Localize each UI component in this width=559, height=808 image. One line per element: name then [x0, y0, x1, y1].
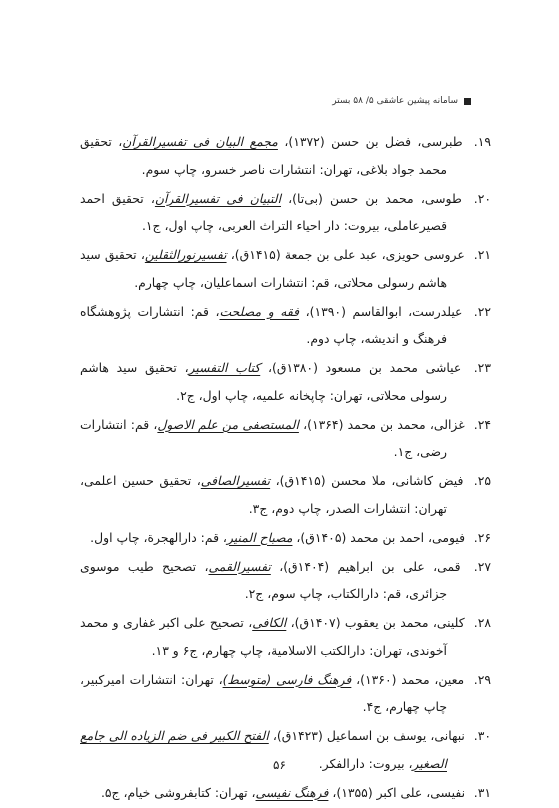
entry-author-year: طبرسی، فضل بن حسن (۱۳۷۲)، — [277, 134, 469, 149]
running-header-text: سامانه پیشین عاشقی ۵/ ۵۸ بستر — [332, 96, 458, 106]
bibliography-entry: ۲۱. عروسی حویزی، عبد علی بن جمعة (۱۴۱۵ق)، تفسیرنورالثقلین، تحقیق سید هاشم رسولی محلاتی، قم: انتشارات اسماعلیان، چاپ چهارم. — [80, 247, 491, 290]
bibliography-entry: ۲۵. فیض کاشانی، ملا محسن (۱۴۱۵ق)، تفسیرالصافی، تحقیق حسین اعلمی، تهران: انتشارات الصدر، چاپ دوم، ج۳. — [80, 473, 491, 516]
entry-title: فرهنگ فارسی (متوسط) — [222, 671, 352, 687]
entry-publication: ، تحقیق حسین اعلمی، تهران: انتشارات الصدر، چاپ دوم، ج۳. — [80, 473, 447, 516]
entry-title: کتاب التفسیر — [188, 360, 261, 375]
entry-author-year: فیض کاشانی، ملا محسن (۱۴۱۵ق)، — [270, 473, 469, 488]
entry-author-year: قمی، علی بن ابراهیم (۱۴۰۴ق)، — [270, 558, 470, 574]
header-square-icon — [464, 98, 471, 105]
bibliography-list — [80, 128, 492, 808]
entry-publication: ، تصحیح علی اکبر غفاری و محمد آخوندی، تهران: دارالکتب الاسلامیة، چاپ چهارم، ج۶ و ۱۳. — [80, 615, 447, 658]
entry-title: التبیان فی تفسیرالقرآن — [154, 190, 282, 206]
bibliography-entry: ۲۲. عیلدرست، ابوالقاسم (۱۳۹۰)، فقه و مصلحت، قم: انتشارات پژوهشگاه فرهنگ و اندیشه، چاپ دوم. — [80, 303, 491, 346]
entry-title: مجمع البیان فی تفسیرالقرآن — [122, 134, 278, 149]
entry-title: تفسیرالقمی — [208, 558, 271, 574]
entry-author-year: عروسی حویزی، عبد علی بن جمعة (۱۴۱۵ق)، — [226, 247, 469, 262]
entry-author-year: نفیسی، علی اکبر (۱۳۵۵)، — [328, 784, 469, 800]
entry-publication: ، تحقیق سید هاشم رسولی محلاتی، تهران: چاپخانه علمیه، چاپ اول، ج۲. — [80, 360, 447, 403]
entry-author-year: نبهانی، یوسف بن اسماعیل (۱۴۲۳ق)، — [268, 728, 469, 743]
entry-title: فرهنگ نفیسی — [255, 784, 329, 800]
bibliography-entry: ۱۹. طبرسی، فضل بن حسن (۱۳۷۲)، مجمع البیان فی تفسیرالقرآن، تحقیق محمد جواد بلاغی، تهران: انتشارات ناصر خسرو، چاپ سوم. — [80, 134, 491, 177]
bibliography-entry: ۲۴. غزالی، محمد بن محمد (۱۳۶۴)، المستصفی من علم الاصول، قم: انتشارات رضی، ج۱. — [80, 416, 491, 459]
entry-publication: ، تحقیق محمد جواد بلاغی، تهران: انتشارات ناصر خسرو، چاپ سوم. — [80, 134, 447, 177]
entry-author-year: کلینی، محمد بن یعقوب (۱۴۰۷ق)، — [286, 615, 469, 630]
bibliography-entry: ۳۰. نبهانی، یوسف بن اسماعیل (۱۴۲۳ق)، الفتح الکبیر فی ضم الزیاده الی جامع الصغیر، بیروت: دارالفکر. — [80, 728, 491, 771]
entry-author-year: طوسی، محمد بن حسن (بی‌تا)، — [281, 190, 469, 206]
entry-author-year: معین، محمد (۱۳۶۰)، — [351, 671, 469, 687]
entry-publication: ، تحقیق سید هاشم رسولی محلاتی، قم: انتشارات اسماعلیان، چاپ چهارم. — [80, 247, 447, 290]
entry-title: الکافی — [252, 615, 287, 630]
bibliography-entry: ۲۰. طوسی، محمد بن حسن (بی‌تا)، التبیان فی تفسیرالقرآن، تحقیق احمد قصیرعاملی، بیروت: دار احیاء التراث العربی، چاپ اول، ج۱. — [80, 190, 491, 233]
bibliography-entry: ۲۶. فیومی، احمد بن محمد (۱۴۰۵ق)، مصباح المنیر، قم: دارالهجرة، چاپ اول. — [90, 529, 491, 545]
bibliography-entry: ۲۸. کلینی، محمد بن یعقوب (۱۴۰۷ق)، الکافی، تصحیح علی اکبر غفاری و محمد آخوندی، تهران: دارالکتب الاسلامیة، چاپ چهارم، ج۶ و ۱۳. — [80, 615, 491, 658]
entry-publication: ، تصحیح طیب موسوی جزائری، قم: دارالکتاب، چاپ سوم، ج۲. — [80, 558, 447, 601]
entry-publication: ، بیروت: دارالفکر. — [318, 755, 413, 771]
page-number: ۵۶ — [273, 758, 286, 772]
bibliography-entry: ۲۳. عیاشی محمد بن مسعود (۱۳۸۰ق)، کتاب التفسیر، تحقیق سید هاشم رسولی محلاتی، تهران: چاپخانه علمیه، چاپ اول، ج۲. — [80, 360, 491, 403]
entry-title: الفتح الکبیر فی ضم الزیاده الی جامع الصغیر — [80, 728, 447, 771]
entry-title: فقه و مصلحت — [219, 303, 300, 319]
bibliography-entry: ۲۷. قمی، علی بن ابراهیم (۱۴۰۴ق)، تفسیرالقمی، تصحیح طیب موسوی جزائری، قم: دارالکتاب، چاپ سوم، ج۲. — [80, 558, 492, 601]
running-header — [88, 96, 471, 106]
entry-publication: ، قم: انتشارات پژوهشگاه فرهنگ و اندیشه، چاپ دوم. — [80, 303, 447, 346]
entry-publication: ، تهران: کتابفروشی خیام، ج۵. — [100, 784, 256, 800]
entry-publication: ، قم: دارالهجرة، چاپ اول. — [90, 529, 227, 545]
entry-publication: ، قم: انتشارات رضی، ج۱. — [80, 416, 447, 459]
entry-publication: ، تحقیق احمد قصیرعاملی، بیروت: دار احیاء التراث العربی، چاپ اول، ج۱. — [80, 190, 447, 233]
bibliography-entry: ۳۱. نفیسی، علی اکبر (۱۳۵۵)، فرهنگ نفیسی، تهران: کتابفروشی خیام، ج۵. — [100, 784, 491, 800]
entry-publication: ، تهران: انتشارات امیرکبیر، چاپ چهارم، ج۴. — [80, 671, 447, 714]
entry-author-year: عیاشی محمد بن مسعود (۱۳۸۰ق)، — [260, 360, 469, 375]
entry-author-year: غزالی، محمد بن محمد (۱۳۶۴)، — [298, 416, 469, 432]
entry-author-year: فیومی، احمد بن محمد (۱۴۰۵ق)، — [292, 529, 469, 545]
entry-title: مصباح المنیر — [226, 529, 293, 545]
entry-author-year: عیلدرست، ابوالقاسم (۱۳۹۰)، — [299, 303, 469, 319]
entry-title: تفسیرنورالثقلین — [144, 247, 227, 262]
entry-title: المستصفی من علم الاصول — [157, 416, 299, 432]
entry-title: تفسیرالصافی — [200, 473, 271, 488]
bibliography-entry: ۲۹. معین، محمد (۱۳۶۰)، فرهنگ فارسی (متوسط)، تهران: انتشارات امیرکبیر، چاپ چهارم، ج۴. — [80, 671, 491, 714]
